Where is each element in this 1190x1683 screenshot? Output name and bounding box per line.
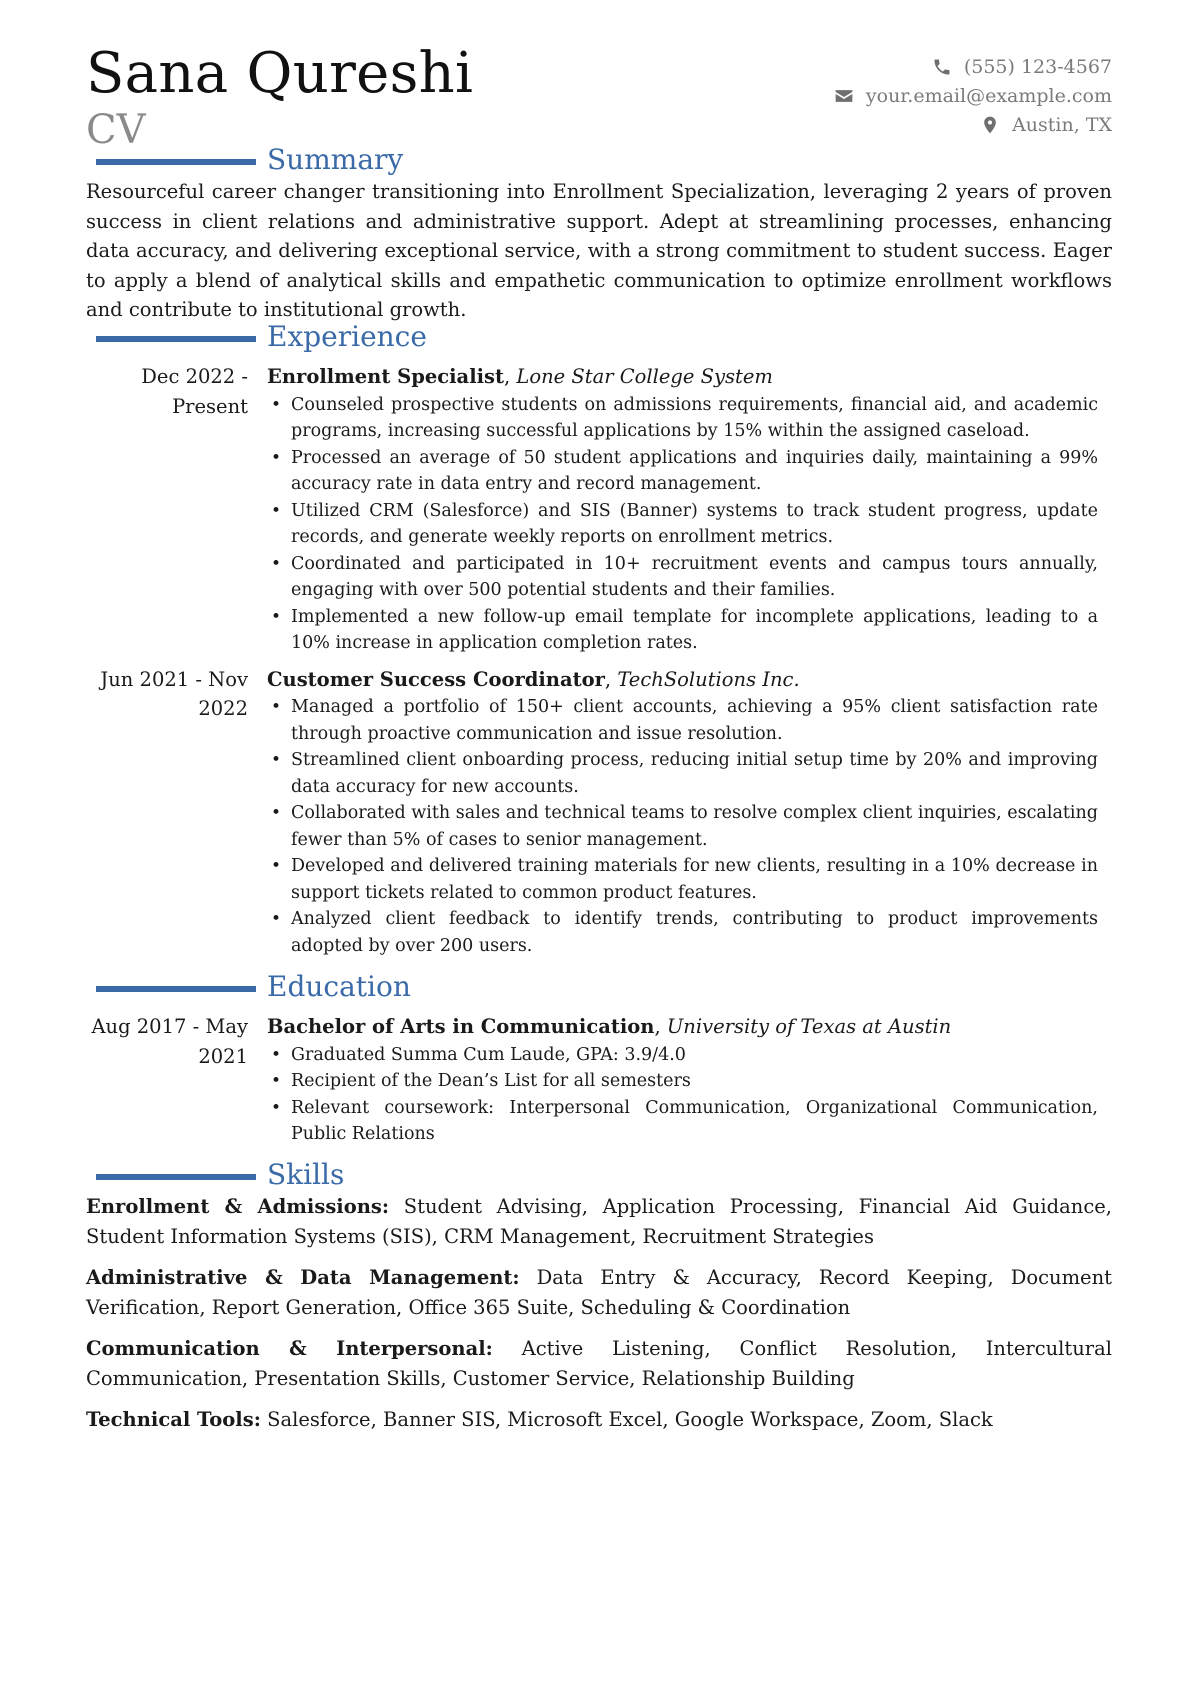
- summary-text: Resourceful career changer transitioning into Enrollment Specialization, leveraging 2 years of proven success in client relations and administrative support. Adept at streamlining processes, enhancing data accuracy, and delivering exceptional service, with a strong commitment to student success. Eager to apply a blend of analytical skills and empathetic communication to optimize enrollment workflows and contribute to institutional growth.: [86, 180, 1112, 321]
- list-item: • Graduated Summa Cum Laude, GPA: 3.9/4.0: [291, 1042, 1098, 1069]
- resume-page: [86, 0, 1112, 1683]
- skill-category: Technical Tools:: [86, 1408, 261, 1431]
- experience-heading: [86, 320, 1112, 354]
- employer: Lone Star College System: [516, 365, 773, 388]
- section-title: Experience: [267, 320, 427, 353]
- section-title: Education: [267, 970, 411, 1003]
- experience-entry: [86, 362, 1112, 657]
- contact-block: [752, 52, 1112, 139]
- skills-section: [86, 1158, 1112, 1447]
- entry-title: Bachelor of Arts in Communication, University of Texas at Austin: [267, 1015, 952, 1038]
- section-accent-bar: [96, 336, 256, 342]
- summary-section: [86, 143, 1112, 325]
- location-text: Austin, TX: [1012, 113, 1112, 136]
- list-item: • Processed an average of 50 student applications and inquiries daily, maintaining a 99% accuracy rate in data entry and record management.: [291, 445, 1098, 498]
- skill-list: Student Advising, Application Processing, Financial Aid Guidance, Student Information Systems (SIS), CRM Management, Recruitment Strategies: [86, 1195, 1112, 1248]
- employer: TechSolutions Inc.: [617, 667, 800, 691]
- achievement-list: [267, 392, 1098, 657]
- map-pin-icon: [980, 115, 1000, 135]
- skill-category: Communication & Interpersonal:: [86, 1337, 493, 1360]
- candidate-name: Sana Qureshi: [86, 41, 474, 106]
- phone-icon: [932, 57, 952, 77]
- skill-list: Data Entry & Accuracy, Record Keeping, Document Verification, Report Generation, Office 365 Suite, Scheduling & Coordination: [86, 1266, 1112, 1319]
- education-section: [86, 970, 1112, 1148]
- skill-list: Salesforce, Banner SIS, Microsoft Excel, Google Workspace, Zoom, Slack: [267, 1408, 993, 1431]
- entry-date: Dec 2022 - Present: [141, 365, 248, 418]
- entry-body: [267, 1012, 1112, 1148]
- skill-group: [86, 1334, 1112, 1393]
- section-accent-bar: [96, 159, 256, 165]
- envelope-icon: [834, 86, 854, 106]
- list-item: • Collaborated with sales and technical teams to resolve complex client inquiries, escalating fewer than 5% of cases to senior management.: [291, 800, 1098, 853]
- skill-list: Active Listening, Conflict Resolution, Intercultural Communication, Presentation Skills, Customer Service, Relationship Building: [86, 1337, 1112, 1390]
- list-item: • Recipient of the Dean’s List for all semesters: [291, 1068, 1098, 1095]
- summary-heading: [86, 143, 1112, 177]
- skill-group: [86, 1405, 1112, 1435]
- list-item: • Counseled prospective students on admissions requirements, financial aid, and academic programs, increasing successful applications by 15% within the assigned caseload.: [291, 392, 1098, 445]
- list-item: • Relevant coursework: Interpersonal Communication, Organizational Communication, Public Relations: [291, 1095, 1098, 1148]
- education-details-list: [267, 1042, 1098, 1148]
- section-title: Skills: [267, 1158, 345, 1191]
- section-title: Summary: [267, 143, 404, 176]
- entry-title: Enrollment Specialist, Lone Star College System: [267, 365, 773, 388]
- institution: University of Texas at Austin: [666, 1015, 952, 1038]
- achievement-list: [267, 694, 1098, 959]
- list-item: • Analyzed client feedback to identify trends, contributing to product improvements adopted by over 200 users.: [291, 906, 1098, 959]
- skill-group: [86, 1263, 1112, 1322]
- entry-body: [267, 665, 1112, 960]
- education-entry: [86, 1012, 1112, 1148]
- entry-title: Customer Success Coordinator, TechSolutions Inc.: [267, 667, 800, 691]
- experience-section: [86, 320, 1112, 959]
- contact-phone: [752, 52, 1112, 81]
- section-accent-bar: [96, 1174, 256, 1180]
- skill-category: Administrative & Data Management:: [86, 1266, 520, 1289]
- section-accent-bar: [96, 986, 256, 992]
- contact-location: [752, 110, 1112, 139]
- experience-entry: [86, 665, 1112, 960]
- list-item: • Managed a portfolio of 150+ client accounts, achieving a 95% client satisfaction rate through proactive communication and issue resolution.: [291, 694, 1098, 747]
- skills-heading: [86, 1158, 1112, 1192]
- entry-body: [267, 362, 1112, 657]
- degree-title: Bachelor of Arts in Communication: [267, 1015, 655, 1038]
- job-title: Customer Success Coordinator: [267, 667, 605, 691]
- list-item: • Implemented a new follow-up email template for incomplete applications, leading to a 10% increase in application completion rates.: [291, 604, 1098, 657]
- entry-date: Jun 2021 - Nov 2022: [100, 667, 248, 720]
- phone-text: (555) 123-4567: [963, 55, 1112, 78]
- skill-group: [86, 1192, 1112, 1251]
- list-item: • Utilized CRM (Salesforce) and SIS (Banner) systems to track student progress, update records, and generate weekly reports on enrollment metrics.: [291, 498, 1098, 551]
- job-title: Enrollment Specialist: [267, 365, 504, 388]
- email-text[interactable]: your.email@example.com: [865, 84, 1112, 107]
- list-item: • Developed and delivered training materials for new clients, resulting in a 10% decrease in support tickets related to common product features.: [291, 853, 1098, 906]
- entry-date: Aug 2017 - May 2021: [91, 1015, 248, 1068]
- education-heading: [86, 970, 1112, 1004]
- list-item: • Coordinated and participated in 10+ recruitment events and campus tours annually, engaging with over 500 potential students and their families.: [291, 551, 1098, 604]
- contact-email: [752, 81, 1112, 110]
- document-subtitle: CV: [86, 107, 146, 153]
- list-item: • Streamlined client onboarding process, reducing initial setup time by 20% and improving data accuracy for new accounts.: [291, 747, 1098, 800]
- skill-category: Enrollment & Admissions:: [86, 1195, 390, 1218]
